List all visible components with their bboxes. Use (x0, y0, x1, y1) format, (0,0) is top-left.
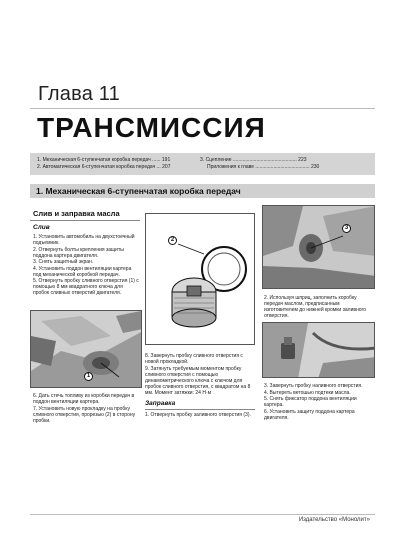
step-text: 2. Отвернуть болты крепления защиты поддона картера двигателя. (33, 246, 124, 259)
col3-bottom-steps (264, 383, 374, 421)
section-title: 1. Механическая 6-ступенчатая коробка передач (36, 186, 241, 196)
callout-marker: 2 (168, 236, 177, 245)
chapter-title: ТРАНСМИССИЯ (37, 112, 266, 143)
toc-entry-text: Приложения к главе ....................................... 230 (207, 164, 320, 170)
footer-divider (30, 514, 375, 515)
fill-rule (145, 409, 255, 410)
callout-marker: 3 (342, 224, 351, 233)
publisher-footer: Издательство «Монолит» (298, 517, 370, 523)
toc-entry[interactable] (207, 164, 319, 170)
fill-steps (145, 412, 255, 419)
subsection-title: Слив и заправка масла (33, 209, 120, 218)
subsection-rule (30, 220, 140, 221)
step-text: 2. Используя шприц, заполнить коробку передач маслом, предписанным изготовителем до нижней кромки заливного отверстия. (264, 295, 367, 319)
toc-entry-text: Механическая 6-ступенчатая коробка передач ...... 191 (42, 157, 171, 163)
toc-entry-number: 2. (37, 164, 42, 170)
callout-marker: 1 (84, 372, 93, 381)
drain-heading: Слив (33, 224, 50, 231)
step-text: 6. Установить защиту поддона картера двигателя. (264, 408, 355, 421)
toc-entry-text: Автоматическая 6-ступенчатая коробка передач ... 207 (42, 164, 171, 170)
step-text: 8. Завернуть пробку сливного отверстия с новой прокладкой. (145, 353, 243, 365)
diagram-drain-plug (145, 213, 255, 345)
step-text: 5. Отвернуть пробку сливного отверстия (1) с помощью 8 мм квадратного ключа для пробок сливных отверстий двигателя. (33, 278, 139, 296)
step-text: 1. Установить автомобиль на двухстоечный подъемник. (33, 234, 135, 246)
col1-bottom-steps (33, 393, 140, 424)
step-text: 1. Отвернуть пробку заливного отверстия (3). (145, 412, 251, 418)
toc-entry-number: 3. (200, 157, 205, 163)
fill-heading: Заправка (145, 400, 176, 407)
toc-entry-number: 1. (37, 157, 42, 163)
step-text: 5. Снять фиксатор поддона вентиляции картера. (264, 396, 357, 408)
col3-mid-steps (264, 295, 374, 320)
drain-steps (33, 234, 140, 297)
step-text: 4. Вытереть ветошью подтеки масла. (264, 389, 351, 396)
step-text: 7. Установить новую прокладку на пробку сливного отверстия, прорезью (2) в сторону пробки. (33, 405, 136, 424)
step-text: 6. Дать стечь топливу из коробки передач в поддон вентиляции картера. (33, 393, 135, 405)
step-text: 9. Затянуть требуемым моментом пробку сливного отверстия с помощью динамометрического ключа с ключом для пробок сливного отверстия, с квадратом на 8 мм. Момент затяжки: 24 Н·м (145, 365, 251, 396)
toc-entry-text: Сцепление .............................................. 223 (205, 157, 307, 163)
chapter-divider (30, 108, 375, 109)
photo-filler-plug (262, 205, 375, 289)
col2-bottom-steps (145, 353, 255, 396)
step-text: 3. Завернуть пробку наливного отверстия. (264, 383, 363, 389)
toc-entry[interactable] (37, 164, 170, 170)
photo-syringe-fill (262, 322, 375, 378)
step-text: 3. Снять защитный экран. (33, 259, 94, 265)
toc-entry[interactable] (37, 157, 170, 163)
toc-entry[interactable] (200, 157, 307, 163)
step-text: 4. Установить поддон вентиляции картера под механической коробкой передач. (33, 265, 132, 278)
chapter-label: Глава 11 (38, 83, 120, 105)
